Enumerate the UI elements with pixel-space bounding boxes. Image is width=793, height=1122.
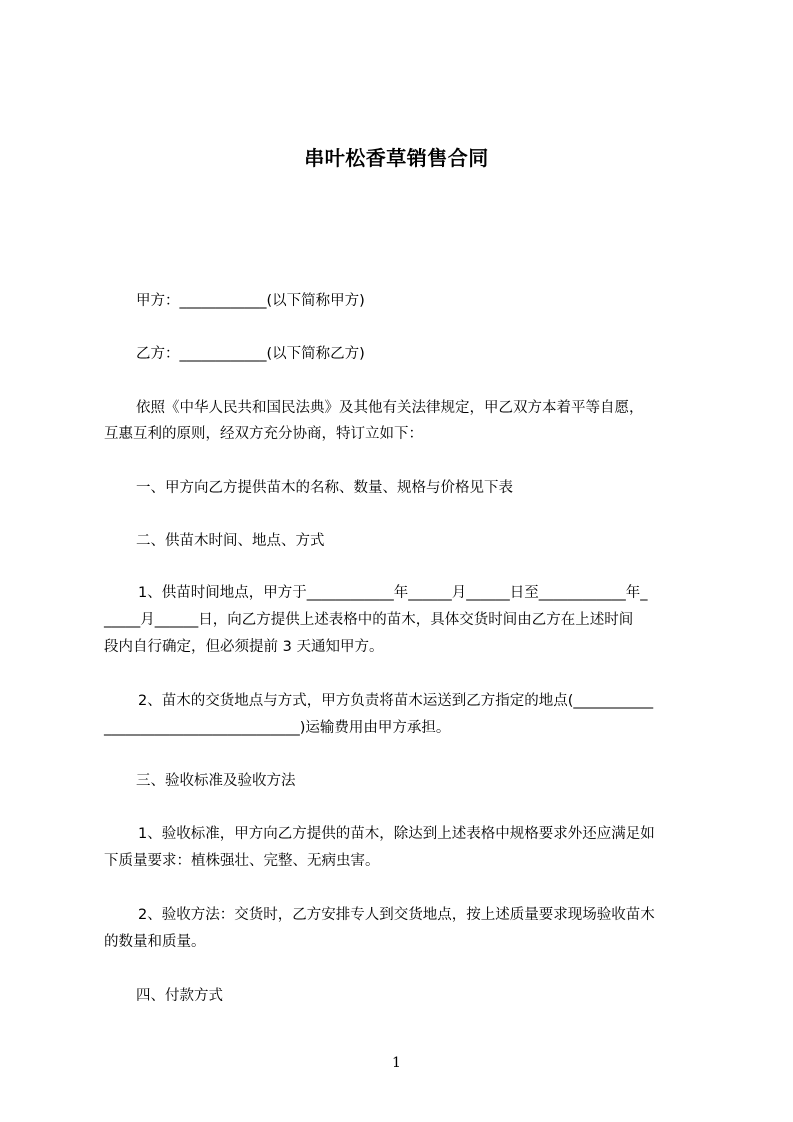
section-2-para-2-line-2: ___________________________)运输费用由甲方承担。 bbox=[104, 720, 451, 736]
section-3-heading: 三、验收标准及验收方法 bbox=[136, 773, 296, 789]
section-4-heading: 四、付款方式 bbox=[136, 988, 223, 1004]
section-3-para-2-line-2: 的数量和质量。 bbox=[104, 934, 206, 950]
page-number: 1 bbox=[392, 1055, 401, 1071]
section-2-para-1-line-3: 段内自行确定，但必须提前 3 天通知甲方。 bbox=[104, 639, 384, 655]
party-a-line: 甲方：____________(以下简称甲方) bbox=[136, 293, 365, 309]
section-3-para-2-line-1: 2、验收方法：交货时，乙方安排专人到交货地点，按上述质量要求现场验收苗木 bbox=[138, 907, 655, 923]
section-2-para-1-line-2: _____月______日，向乙方提供上述表格中的苗木，具体交货时间由乙方在上述时间 bbox=[104, 612, 634, 628]
section-3-para-1-line-2: 下质量要求：植株强壮、完整、无病虫害。 bbox=[104, 853, 380, 869]
party-b-line: 乙方：____________(以下简称乙方) bbox=[136, 346, 365, 362]
section-2-para-1-line-1: 1、供苗时间地点，甲方于____________年______月______日至____________年_ bbox=[138, 585, 648, 601]
section-1-heading: 一、甲方向乙方提供苗木的名称、数量、规格与价格见下表 bbox=[136, 480, 513, 496]
preamble-line-2: 互惠互利的原则，经双方充分协商，特订立如下： bbox=[104, 426, 423, 442]
section-2-heading: 二、供苗木时间、地点、方式 bbox=[136, 533, 325, 549]
section-2-para-2-line-1: 2、苗木的交货地点与方式，甲方负责将苗木运送到乙方指定的地点(___________ bbox=[138, 693, 654, 709]
preamble-line-1: 依照《中华人民共和国民法典》及其他有关法律规定，甲乙双方本着平等自愿， bbox=[136, 400, 644, 416]
section-3-para-1-line-1: 1、验收标准，甲方向乙方提供的苗木，除达到上述表格中规格要求外还应满足如 bbox=[138, 826, 655, 842]
page-title: 串叶松香草销售合同 bbox=[304, 146, 489, 170]
